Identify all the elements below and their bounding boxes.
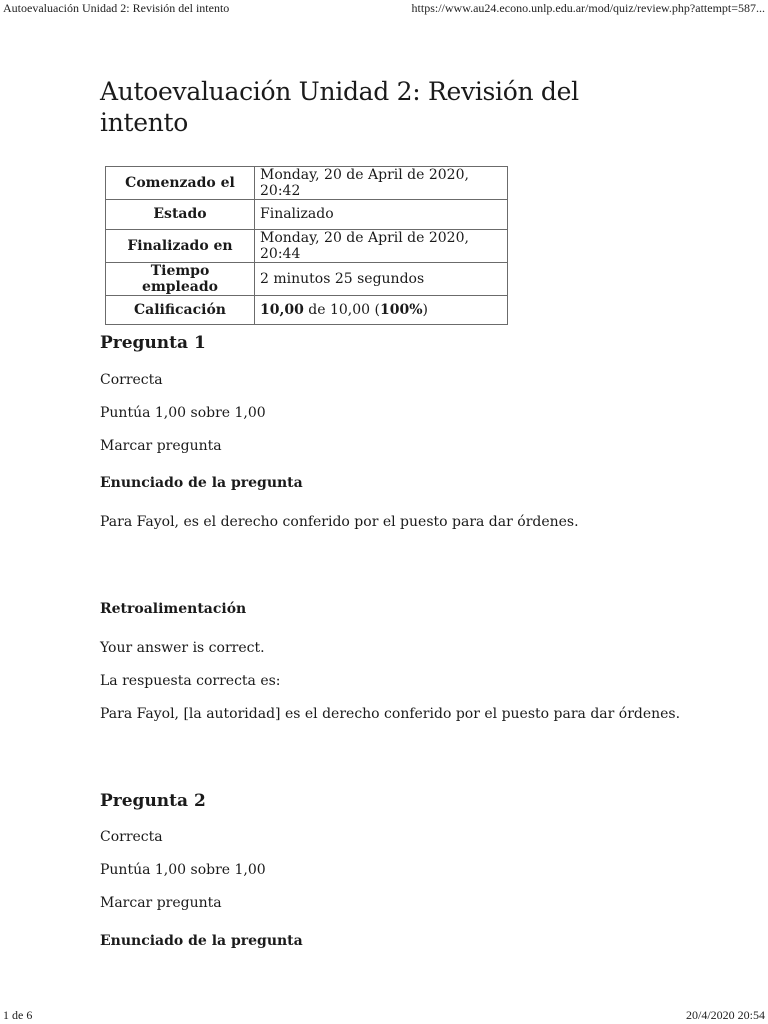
page-title: Autoevaluación Unidad 2: Revisión del intento xyxy=(100,77,579,137)
question-1 xyxy=(100,333,681,733)
summary-row-started xyxy=(106,167,508,200)
summary-label: Finalizado en xyxy=(106,229,255,262)
question-score: Puntúa 1,00 sobre 1,00 xyxy=(100,405,266,421)
attempt-summary-table xyxy=(105,166,508,325)
print-url: https://www.au24.econo.unlp.edu.ar/mod/quiz/review.php?attempt=587... xyxy=(411,1,765,15)
question-2 xyxy=(100,791,660,961)
question-status: Correcta xyxy=(100,372,163,388)
flag-question-link[interactable]: Marcar pregunta xyxy=(100,895,222,911)
summary-row-grade xyxy=(106,295,508,325)
feedback-heading: Retroalimentación xyxy=(100,601,247,617)
print-footer xyxy=(0,1006,768,1024)
grade-percent: 100% xyxy=(379,301,423,318)
grade-value xyxy=(255,295,508,325)
summary-value: Monday, 20 de April de 2020, 20:42 xyxy=(255,167,508,200)
summary-value: Monday, 20 de April de 2020, 20:44 xyxy=(255,229,508,262)
question-status: Correcta xyxy=(100,829,163,845)
grade-close: ) xyxy=(422,301,428,318)
print-datetime: 20/4/2020 20:54 xyxy=(685,1008,765,1022)
summary-value: Finalizado xyxy=(255,200,508,230)
question-title: Pregunta 1 xyxy=(100,333,206,353)
summary-row-time-taken xyxy=(106,262,508,295)
grade-of: de 10,00 ( xyxy=(303,301,380,318)
main-content xyxy=(100,76,660,138)
feedback-correct-text: Your answer is correct. xyxy=(100,640,265,656)
summary-label: Calificación xyxy=(106,295,255,325)
summary-row-state xyxy=(106,200,508,230)
summary-label: Comenzado el xyxy=(106,167,255,200)
question-title: Pregunta 2 xyxy=(100,791,206,811)
question-stem-heading: Enunciado de la pregunta xyxy=(100,933,303,949)
summary-label: Estado xyxy=(106,200,255,230)
grade-score: 10,00 xyxy=(260,301,304,318)
question-score: Puntúa 1,00 sobre 1,00 xyxy=(100,862,266,878)
page-indicator: 1 de 6 xyxy=(3,1008,33,1022)
flag-question-link[interactable]: Marcar pregunta xyxy=(100,438,222,454)
print-header xyxy=(0,0,768,16)
feedback-right-answer-label: La respuesta correcta es: xyxy=(100,673,281,689)
summary-label: Tiempo empleado xyxy=(106,262,255,295)
summary-row-finished xyxy=(106,229,508,262)
feedback-right-answer: Para Fayol, [la autoridad] es el derecho conferido por el puesto para dar órdenes. xyxy=(100,706,681,722)
summary-value: 2 minutos 25 segundos xyxy=(255,262,508,295)
question-stem: Para Fayol, es el derecho conferido por el puesto para dar órdenes. xyxy=(100,514,579,530)
question-stem-heading: Enunciado de la pregunta xyxy=(100,475,303,491)
print-page-title: Autoevaluación Unidad 2: Revisión del intento xyxy=(3,1,230,15)
